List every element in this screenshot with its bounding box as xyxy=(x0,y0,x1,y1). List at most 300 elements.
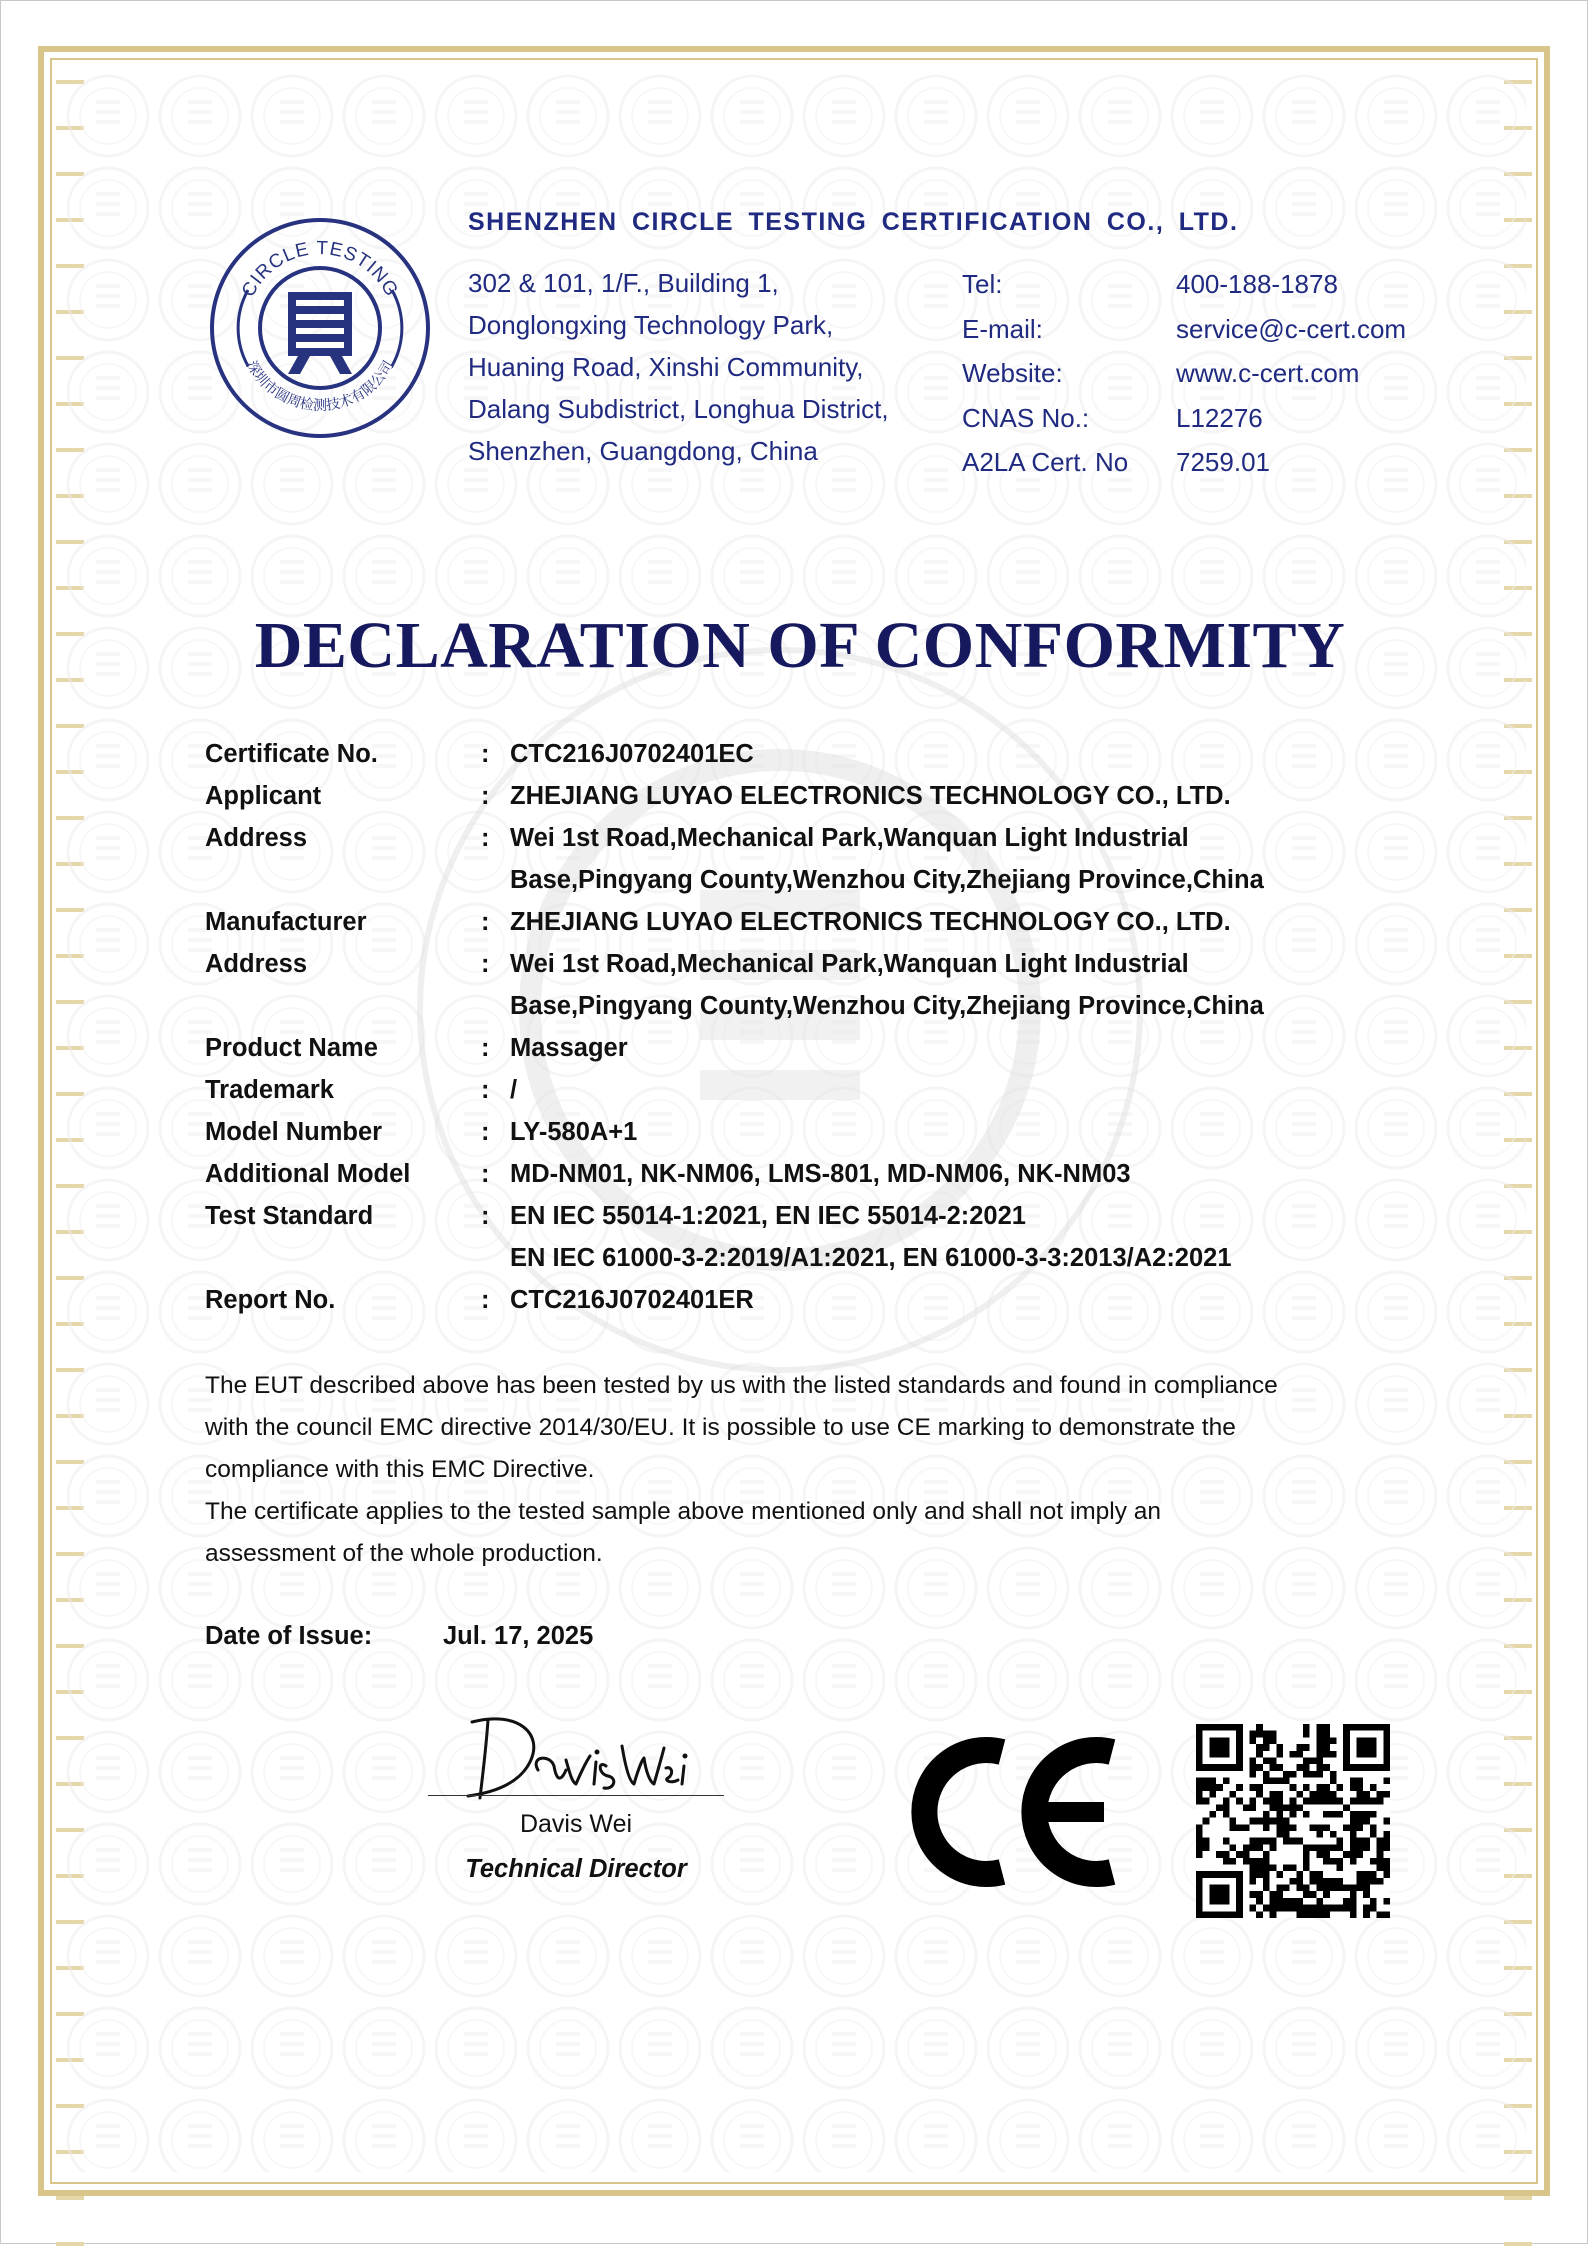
qr-module xyxy=(1196,1778,1203,1785)
qr-module xyxy=(1290,1771,1297,1778)
qr-module xyxy=(1209,1737,1216,1744)
address-line: Donglongxing Technology Park, xyxy=(468,310,834,340)
qr-module xyxy=(1336,1905,1343,1912)
qr-module xyxy=(1270,1898,1277,1905)
field-row xyxy=(205,1279,1455,1321)
qr-module xyxy=(1250,1798,1257,1805)
qr-module xyxy=(1203,1764,1210,1771)
field-value-line: CTC216J0702401EC xyxy=(510,740,754,768)
qr-module xyxy=(1250,1891,1257,1898)
qr-module xyxy=(1296,1878,1303,1885)
qr-module xyxy=(1350,1778,1357,1785)
qr-module xyxy=(1263,1824,1270,1831)
qr-module xyxy=(1270,1764,1277,1771)
issue-label: Date of Issue: xyxy=(205,1622,373,1650)
qr-module xyxy=(1256,1838,1263,1845)
contact-row xyxy=(962,440,1406,485)
qr-module xyxy=(1350,1858,1357,1865)
qr-module xyxy=(1357,1737,1364,1744)
contact-label: Website: xyxy=(962,358,1063,388)
qr-module xyxy=(1290,1878,1297,1885)
contact-row xyxy=(962,396,1406,441)
qr-module xyxy=(1363,1724,1370,1731)
qr-module xyxy=(1276,1891,1283,1898)
field-value xyxy=(510,1279,1450,1321)
qr-module xyxy=(1263,1778,1270,1785)
field-label: Trademark xyxy=(205,1076,334,1104)
qr-module xyxy=(1196,1724,1203,1731)
qr-module xyxy=(1323,1737,1330,1744)
field-label: Additional Model xyxy=(205,1160,411,1188)
qr-module xyxy=(1196,1911,1203,1918)
qr-module xyxy=(1223,1798,1230,1805)
qr-module xyxy=(1290,1864,1297,1871)
qr-module xyxy=(1370,1798,1377,1805)
qr-module xyxy=(1196,1757,1203,1764)
qr-module xyxy=(1263,1838,1270,1845)
qr-module xyxy=(1270,1891,1277,1898)
qr-module xyxy=(1316,1885,1323,1892)
qr-module xyxy=(1216,1737,1223,1744)
qr-module xyxy=(1209,1751,1216,1758)
address-line: Huaning Road, Xinshi Community, xyxy=(468,352,864,382)
qr-module xyxy=(1383,1858,1390,1865)
qr-module xyxy=(1216,1744,1223,1751)
qr-module xyxy=(1370,1751,1377,1758)
qr-module xyxy=(1323,1824,1330,1831)
qr-module xyxy=(1229,1724,1236,1731)
qr-module xyxy=(1383,1731,1390,1738)
qr-module xyxy=(1357,1838,1364,1845)
qr-module xyxy=(1203,1844,1210,1851)
field-label: Address xyxy=(205,950,308,978)
qr-module xyxy=(1323,1905,1330,1912)
border-tick xyxy=(1504,2196,1532,2200)
qr-module xyxy=(1229,1911,1236,1918)
qr-module xyxy=(1370,1898,1377,1905)
field-row xyxy=(205,775,1455,817)
contact-row xyxy=(962,262,1406,307)
qr-module xyxy=(1303,1844,1310,1851)
qr-module xyxy=(1370,1878,1377,1885)
qr-module xyxy=(1196,1791,1203,1798)
qr-module xyxy=(1276,1885,1283,1892)
qr-module xyxy=(1310,1757,1317,1764)
field-value-line: ZHEJIANG LUYAO ELECTRONICS TECHNOLOGY CO., LTD. xyxy=(510,908,1231,936)
qr-module xyxy=(1323,1858,1330,1865)
qr-module xyxy=(1303,1885,1310,1892)
field-colon: : xyxy=(481,1202,490,1230)
contact-value[interactable]: service@c-cert.com xyxy=(1176,313,1407,344)
qr-module xyxy=(1296,1871,1303,1878)
qr-module xyxy=(1236,1731,1243,1738)
qr-module xyxy=(1236,1824,1243,1831)
field-label: Address xyxy=(205,824,308,852)
qr-module xyxy=(1310,1791,1317,1798)
qr-module xyxy=(1383,1737,1390,1744)
qr-module xyxy=(1330,1751,1337,1758)
field-value xyxy=(510,901,1450,943)
qr-module xyxy=(1303,1731,1310,1738)
qr-module xyxy=(1336,1811,1343,1818)
qr-module xyxy=(1316,1771,1323,1778)
qr-module xyxy=(1256,1744,1263,1751)
qr-module xyxy=(1383,1791,1390,1798)
qr-module xyxy=(1223,1811,1230,1818)
statement-line: with the council EMC directive 2014/30/EU. It is possible to use CE marking to demonstrate the xyxy=(205,1414,1236,1441)
qr-module xyxy=(1256,1911,1263,1918)
qr-module xyxy=(1357,1824,1364,1831)
field-value-line: Base,Pingyang County,Wenzhou City,Zhejiang Province,China xyxy=(510,992,1264,1020)
qr-module xyxy=(1276,1898,1283,1905)
qr-module xyxy=(1343,1751,1350,1758)
field-value-line: / xyxy=(510,1076,518,1104)
qr-module xyxy=(1196,1824,1203,1831)
field-value-line: EN IEC 55014-1:2021, EN IEC 55014-2:2021 xyxy=(510,1202,1026,1230)
field-value xyxy=(510,775,1450,817)
qr-module xyxy=(1377,1724,1384,1731)
qr-module xyxy=(1229,1791,1236,1798)
qr-module xyxy=(1316,1871,1323,1878)
field-row xyxy=(205,817,1455,901)
qr-module xyxy=(1316,1757,1323,1764)
qr-module xyxy=(1310,1824,1317,1831)
qr-module xyxy=(1236,1744,1243,1751)
qr-module xyxy=(1330,1771,1337,1778)
qr-module xyxy=(1316,1824,1323,1831)
contact-label: E-mail: xyxy=(962,313,1043,344)
qr-module xyxy=(1223,1724,1230,1731)
qr-module xyxy=(1357,1764,1364,1771)
field-row xyxy=(205,1069,1455,1111)
qr-module xyxy=(1203,1818,1210,1825)
qr-module xyxy=(1303,1724,1310,1731)
qr-module xyxy=(1216,1751,1223,1758)
qr-module xyxy=(1336,1864,1343,1871)
qr-module xyxy=(1283,1885,1290,1892)
qr-module xyxy=(1330,1778,1337,1785)
qr-module xyxy=(1236,1898,1243,1905)
qr-module xyxy=(1256,1764,1263,1771)
qr-module xyxy=(1216,1764,1223,1771)
qr-module xyxy=(1383,1844,1390,1851)
qr-module xyxy=(1216,1871,1223,1878)
qr-module xyxy=(1296,1804,1303,1811)
qr-module xyxy=(1270,1731,1277,1738)
qr-module xyxy=(1363,1891,1370,1898)
qr-module xyxy=(1196,1898,1203,1905)
qr-module xyxy=(1263,1798,1270,1805)
field-value-line: EN IEC 61000-3-2:2019/A1:2021, EN 61000-3-3:2013/A2:2021 xyxy=(510,1244,1232,1272)
qr-module xyxy=(1276,1764,1283,1771)
qr-module xyxy=(1236,1871,1243,1878)
qr-module xyxy=(1316,1878,1323,1885)
qr-module xyxy=(1196,1744,1203,1751)
field-value-line: Base,Pingyang County,Wenzhou City,Zhejiang Province,China xyxy=(510,866,1264,894)
qr-module xyxy=(1363,1885,1370,1892)
qr-module xyxy=(1203,1778,1210,1785)
qr-module xyxy=(1270,1844,1277,1851)
field-value-line: Wei 1st Road,Mechanical Park,Wanquan Light Industrial xyxy=(510,950,1189,978)
qr-module xyxy=(1303,1771,1310,1778)
qr-module xyxy=(1223,1804,1230,1811)
qr-module xyxy=(1323,1798,1330,1805)
qr-module xyxy=(1256,1731,1263,1738)
qr-module xyxy=(1343,1744,1350,1751)
qr-module xyxy=(1316,1898,1323,1905)
qr-module xyxy=(1323,1844,1330,1851)
field-label: Product Name xyxy=(205,1034,378,1062)
qr-module xyxy=(1330,1791,1337,1798)
qr-module xyxy=(1303,1784,1310,1791)
qr-module xyxy=(1296,1898,1303,1905)
address-line: Dalang Subdistrict, Longhua District, xyxy=(468,394,889,424)
qr-module xyxy=(1236,1885,1243,1892)
qr-module xyxy=(1316,1844,1323,1851)
qr-module xyxy=(1223,1744,1230,1751)
field-value-line: ZHEJIANG LUYAO ELECTRONICS TECHNOLOGY CO., LTD. xyxy=(510,782,1231,810)
field-row xyxy=(205,1195,1455,1279)
qr-module xyxy=(1256,1751,1263,1758)
qr-module xyxy=(1250,1784,1257,1791)
qr-module xyxy=(1343,1731,1350,1738)
qr-module xyxy=(1357,1784,1364,1791)
qr-module xyxy=(1283,1905,1290,1912)
qr-module xyxy=(1350,1784,1357,1791)
qr-module xyxy=(1336,1858,1343,1865)
qr-module xyxy=(1209,1885,1216,1892)
logo-text-top: CIRCLE TESTING xyxy=(237,237,403,301)
qr-module xyxy=(1357,1811,1364,1818)
qr-module xyxy=(1377,1791,1384,1798)
qr-module xyxy=(1370,1737,1377,1744)
field-value-line: MD-NM01, NK-NM06, LMS-801, MD-NM06, NK-NM03 xyxy=(510,1160,1131,1188)
qr-module xyxy=(1263,1878,1270,1885)
qr-module xyxy=(1223,1778,1230,1785)
qr-module xyxy=(1330,1885,1337,1892)
qr-module xyxy=(1357,1744,1364,1751)
field-value xyxy=(510,817,1450,901)
qr-module xyxy=(1357,1778,1364,1785)
qr-module xyxy=(1336,1798,1343,1805)
qr-module xyxy=(1303,1757,1310,1764)
field-colon: : xyxy=(481,824,490,852)
qr-module xyxy=(1370,1858,1377,1865)
qr-module xyxy=(1196,1851,1203,1858)
qr-module xyxy=(1283,1818,1290,1825)
qr-module xyxy=(1236,1851,1243,1858)
qr-module xyxy=(1303,1911,1310,1918)
field-value xyxy=(510,1153,1450,1195)
qr-module xyxy=(1276,1824,1283,1831)
qr-module xyxy=(1229,1824,1236,1831)
qr-module xyxy=(1283,1831,1290,1838)
qr-module xyxy=(1263,1757,1270,1764)
contact-label: A2LA Cert. No xyxy=(962,447,1129,477)
qr-module xyxy=(1256,1891,1263,1898)
qr-module xyxy=(1216,1911,1223,1918)
qr-module xyxy=(1223,1764,1230,1771)
field-colon: : xyxy=(481,1160,490,1188)
qr-module xyxy=(1203,1784,1210,1791)
handwritten-signature xyxy=(458,1700,688,1810)
field-colon: : xyxy=(481,740,490,768)
address-line: Shenzhen, Guangdong, China xyxy=(468,436,818,466)
field-label: Test Standard xyxy=(205,1202,374,1230)
qr-module xyxy=(1263,1885,1270,1892)
field-row xyxy=(205,1153,1455,1195)
field-value xyxy=(510,943,1450,1027)
statement-line: The certificate applies to the tested sample above mentioned only and shall not imply an xyxy=(205,1498,1162,1525)
qr-module xyxy=(1216,1898,1223,1905)
qr-module xyxy=(1370,1784,1377,1791)
qr-module xyxy=(1290,1751,1297,1758)
qr-module xyxy=(1229,1871,1236,1878)
qr-module xyxy=(1330,1737,1337,1744)
qr-module xyxy=(1256,1818,1263,1825)
qr-module xyxy=(1216,1885,1223,1892)
field-colon: : xyxy=(481,782,490,810)
qr-module xyxy=(1363,1737,1370,1744)
qr-module xyxy=(1316,1911,1323,1918)
qr-module xyxy=(1216,1891,1223,1898)
qr-module xyxy=(1357,1818,1364,1825)
ce-mark xyxy=(906,1732,1126,1892)
contact-value: 400-188-1878 xyxy=(1176,269,1338,299)
qr-module xyxy=(1256,1864,1263,1871)
qr-module xyxy=(1216,1851,1223,1858)
qr-module xyxy=(1263,1771,1270,1778)
qr-module xyxy=(1263,1851,1270,1858)
qr-module xyxy=(1296,1905,1303,1912)
qr-module xyxy=(1357,1724,1364,1731)
field-value-line: LY-580A+1 xyxy=(510,1118,638,1146)
field-value-line: Massager xyxy=(510,1034,628,1062)
qr-module xyxy=(1363,1844,1370,1851)
qr-module xyxy=(1250,1864,1257,1871)
qr-module xyxy=(1263,1858,1270,1865)
qr-code xyxy=(1196,1724,1390,1918)
qr-module xyxy=(1310,1798,1317,1805)
issue-date: Jul. 17, 2025 xyxy=(443,1622,594,1650)
qr-module xyxy=(1303,1764,1310,1771)
qr-module xyxy=(1323,1811,1330,1818)
qr-module xyxy=(1196,1891,1203,1898)
qr-module xyxy=(1270,1838,1277,1845)
qr-module xyxy=(1303,1851,1310,1858)
field-row xyxy=(205,1027,1455,1069)
qr-module xyxy=(1323,1731,1330,1738)
qr-module xyxy=(1203,1871,1210,1878)
field-value xyxy=(510,1111,1450,1153)
qr-module xyxy=(1383,1864,1390,1871)
qr-module xyxy=(1270,1864,1277,1871)
qr-module xyxy=(1296,1911,1303,1918)
qr-module xyxy=(1209,1764,1216,1771)
qr-module xyxy=(1363,1791,1370,1798)
qr-module xyxy=(1263,1731,1270,1738)
qr-module xyxy=(1270,1757,1277,1764)
qr-module xyxy=(1256,1791,1263,1798)
field-label: Report No. xyxy=(205,1286,336,1314)
qr-module xyxy=(1209,1744,1216,1751)
statement-line: The EUT described above has been tested by us with the listed standards and found in compliance xyxy=(205,1372,1278,1399)
qr-module xyxy=(1290,1784,1297,1791)
field-row xyxy=(205,733,1455,775)
qr-module xyxy=(1276,1791,1283,1798)
qr-module xyxy=(1243,1824,1250,1831)
qr-module xyxy=(1336,1784,1343,1791)
qr-module xyxy=(1203,1798,1210,1805)
field-value-line: Wei 1st Road,Mechanical Park,Wanquan Light Industrial xyxy=(510,824,1189,852)
qr-module xyxy=(1350,1844,1357,1851)
qr-module xyxy=(1316,1737,1323,1744)
qr-module xyxy=(1276,1751,1283,1758)
qr-module xyxy=(1196,1784,1203,1791)
qr-module xyxy=(1196,1798,1203,1805)
qr-module xyxy=(1383,1757,1390,1764)
qr-module xyxy=(1256,1784,1263,1791)
qr-module xyxy=(1330,1844,1337,1851)
qr-module xyxy=(1303,1858,1310,1865)
contact-label: Tel: xyxy=(962,269,1003,299)
qr-module xyxy=(1343,1851,1350,1858)
qr-module xyxy=(1363,1764,1370,1771)
qr-module xyxy=(1330,1858,1337,1865)
qr-module xyxy=(1316,1724,1323,1731)
qr-module xyxy=(1250,1804,1257,1811)
qr-module xyxy=(1363,1744,1370,1751)
qr-module xyxy=(1377,1838,1384,1845)
qr-module xyxy=(1209,1784,1216,1791)
qr-module xyxy=(1323,1764,1330,1771)
logo-text-bottom: 深圳市圆周检测技术有限公司 xyxy=(242,358,398,414)
field-colon: : xyxy=(481,950,490,978)
contact-row xyxy=(962,307,1406,352)
qr-module xyxy=(1290,1824,1297,1831)
qr-module xyxy=(1350,1911,1357,1918)
qr-module xyxy=(1343,1724,1350,1731)
qr-module xyxy=(1196,1844,1203,1851)
qr-module xyxy=(1377,1864,1384,1871)
qr-module xyxy=(1263,1737,1270,1744)
qr-module xyxy=(1256,1724,1263,1731)
qr-module xyxy=(1357,1798,1364,1805)
qr-module xyxy=(1383,1871,1390,1878)
qr-module xyxy=(1256,1871,1263,1878)
qr-module xyxy=(1270,1737,1277,1744)
company-logo xyxy=(208,216,432,440)
qr-module xyxy=(1196,1764,1203,1771)
qr-module xyxy=(1350,1898,1357,1905)
contact-value: 7259.01 xyxy=(1176,447,1270,477)
qr-module xyxy=(1243,1844,1250,1851)
contact-value[interactable]: www.c-cert.com xyxy=(1176,358,1360,388)
qr-module xyxy=(1316,1905,1323,1912)
qr-module xyxy=(1236,1784,1243,1791)
qr-module xyxy=(1250,1858,1257,1865)
qr-module xyxy=(1316,1744,1323,1751)
qr-module xyxy=(1316,1764,1323,1771)
qr-module xyxy=(1377,1858,1384,1865)
qr-module xyxy=(1383,1911,1390,1918)
qr-module xyxy=(1330,1831,1337,1838)
signatory-name: Davis Wei xyxy=(519,1810,633,1838)
qr-module xyxy=(1377,1798,1384,1805)
qr-module xyxy=(1196,1751,1203,1758)
qr-module xyxy=(1336,1885,1343,1892)
qr-module xyxy=(1370,1831,1377,1838)
